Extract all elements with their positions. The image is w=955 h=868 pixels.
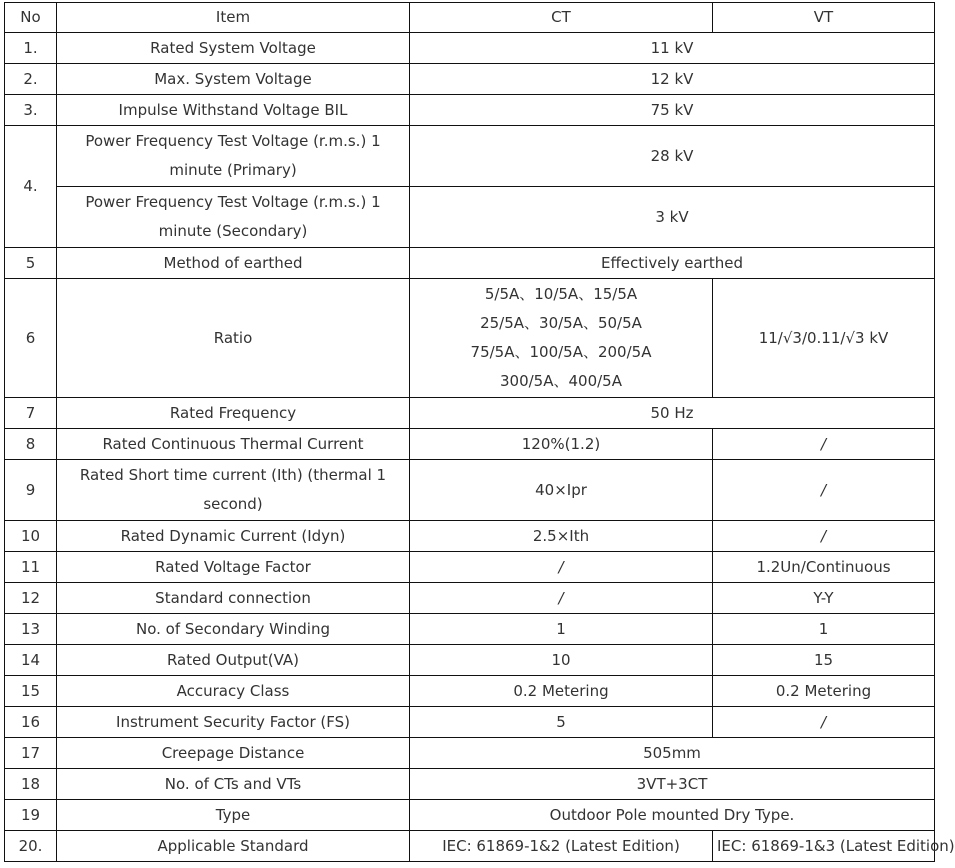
ct-value: IEC: 61869-1&2 (Latest Edition) (410, 831, 713, 862)
row-item: Rated System Voltage (57, 33, 410, 64)
row-item: Creepage Distance (57, 738, 410, 769)
header-no: No (5, 3, 57, 33)
row-no: 15 (5, 676, 57, 707)
row-no: 20. (5, 831, 57, 862)
vt-value: / (713, 707, 935, 738)
row-value: 12 kV (410, 64, 935, 95)
table-row (5, 248, 935, 279)
table-row (5, 279, 935, 398)
row-item: Rated Output(VA) (57, 645, 410, 676)
row-item: Ratio (57, 279, 410, 398)
row-no: 2. (5, 64, 57, 95)
ct-value: 1 (410, 614, 713, 645)
vt-value: IEC: 61869-1&3 (Latest Edition) (713, 831, 935, 862)
table-row (5, 95, 935, 126)
row-value: 11 kV (410, 33, 935, 64)
row-item: Rated Dynamic Current (Idyn) (57, 521, 410, 552)
row-no: 9 (5, 460, 57, 521)
row-no: 12 (5, 583, 57, 614)
spec-table (4, 2, 955, 862)
row-no: 19 (5, 800, 57, 831)
vt-value: Y-Y (713, 583, 935, 614)
vt-value: / (713, 521, 935, 552)
row-item: Rated Short time current (Ith) (thermal 1 second) (57, 460, 410, 521)
header-row (5, 3, 935, 33)
row-no: 6 (5, 279, 57, 398)
row-no: 8 (5, 429, 57, 460)
header-ct: CT (410, 3, 713, 33)
row-no: 18 (5, 769, 57, 800)
row-value: 75 kV (410, 95, 935, 126)
row-item: Rated Voltage Factor (57, 552, 410, 583)
vt-value: / (713, 460, 935, 521)
ct-ratio-list (410, 279, 713, 398)
ct-ratio-line: 25/5A、30/5A、50/5A (480, 314, 642, 332)
row-value: Outdoor Pole mounted Dry Type. (410, 800, 935, 831)
table-row (5, 645, 935, 676)
row-no: 5 (5, 248, 57, 279)
table-row (5, 800, 935, 831)
header-item: Item (57, 3, 410, 33)
table-row (5, 614, 935, 645)
table-row (5, 33, 935, 64)
vt-value: 15 (713, 645, 935, 676)
ct-value: 40×Ipr (410, 460, 713, 521)
ct-value: / (410, 583, 713, 614)
row-value: 50 Hz (410, 398, 935, 429)
table-row (5, 187, 935, 248)
vt-value: / (713, 429, 935, 460)
row-no: 17 (5, 738, 57, 769)
table-row (5, 552, 935, 583)
table-row (5, 429, 935, 460)
row-item: Accuracy Class (57, 676, 410, 707)
table-row (5, 707, 935, 738)
ct-value: / (410, 552, 713, 583)
row-no: 16 (5, 707, 57, 738)
table-row (5, 738, 935, 769)
row-no: 1. (5, 33, 57, 64)
vt-value: 0.2 Metering (713, 676, 935, 707)
row-no: 13 (5, 614, 57, 645)
row-item: No. of Secondary Winding (57, 614, 410, 645)
ct-ratio-line: 75/5A、100/5A、200/5A (470, 343, 652, 361)
row-item: Standard connection (57, 583, 410, 614)
ct-ratio-line: 5/5A、10/5A、15/5A (484, 285, 638, 303)
row-value: Effectively earthed (410, 248, 935, 279)
row-item: Type (57, 800, 410, 831)
table-row (5, 64, 935, 95)
table-row (5, 676, 935, 707)
header-vt: VT (713, 3, 935, 33)
row-value: 3VT+3CT (410, 769, 935, 800)
row-value: 505mm (410, 738, 935, 769)
row-item: Impulse Withstand Voltage BIL (57, 95, 410, 126)
row-item: Power Frequency Test Voltage (r.m.s.) 1 minute (Secondary) (57, 187, 410, 248)
ct-value: 10 (410, 645, 713, 676)
row-item: Method of earthed (57, 248, 410, 279)
row-value: 3 kV (410, 187, 935, 248)
vt-value: 1 (713, 614, 935, 645)
row-item: Rated Continuous Thermal Current (57, 429, 410, 460)
table-row (5, 831, 935, 862)
row-item: No. of CTs and VTs (57, 769, 410, 800)
row-no: 10 (5, 521, 57, 552)
ct-value: 5 (410, 707, 713, 738)
ct-value: 0.2 Metering (410, 676, 713, 707)
row-no: 3. (5, 95, 57, 126)
row-item: Max. System Voltage (57, 64, 410, 95)
table-row (5, 398, 935, 429)
row-no: 4. (5, 126, 57, 248)
ct-value: 120%(1.2) (410, 429, 713, 460)
vt-value: 1.2Un/Continuous (713, 552, 935, 583)
row-value: 28 kV (410, 126, 935, 187)
table-row (5, 460, 935, 521)
ct-ratio-line: 300/5A、400/5A (500, 372, 622, 390)
row-item: Applicable Standard (57, 831, 410, 862)
row-no: 11 (5, 552, 57, 583)
table-row (5, 769, 935, 800)
row-item: Power Frequency Test Voltage (r.m.s.) 1 minute (Primary) (57, 126, 410, 187)
row-no: 7 (5, 398, 57, 429)
vt-ratio: 11/√3/0.11/√3 kV (713, 279, 935, 398)
table-row (5, 126, 935, 187)
row-item: Rated Frequency (57, 398, 410, 429)
row-no: 14 (5, 645, 57, 676)
row-item: Instrument Security Factor (FS) (57, 707, 410, 738)
table-row (5, 521, 935, 552)
spec-table-container (4, 2, 955, 862)
table-row (5, 583, 935, 614)
ct-value: 2.5×Ith (410, 521, 713, 552)
